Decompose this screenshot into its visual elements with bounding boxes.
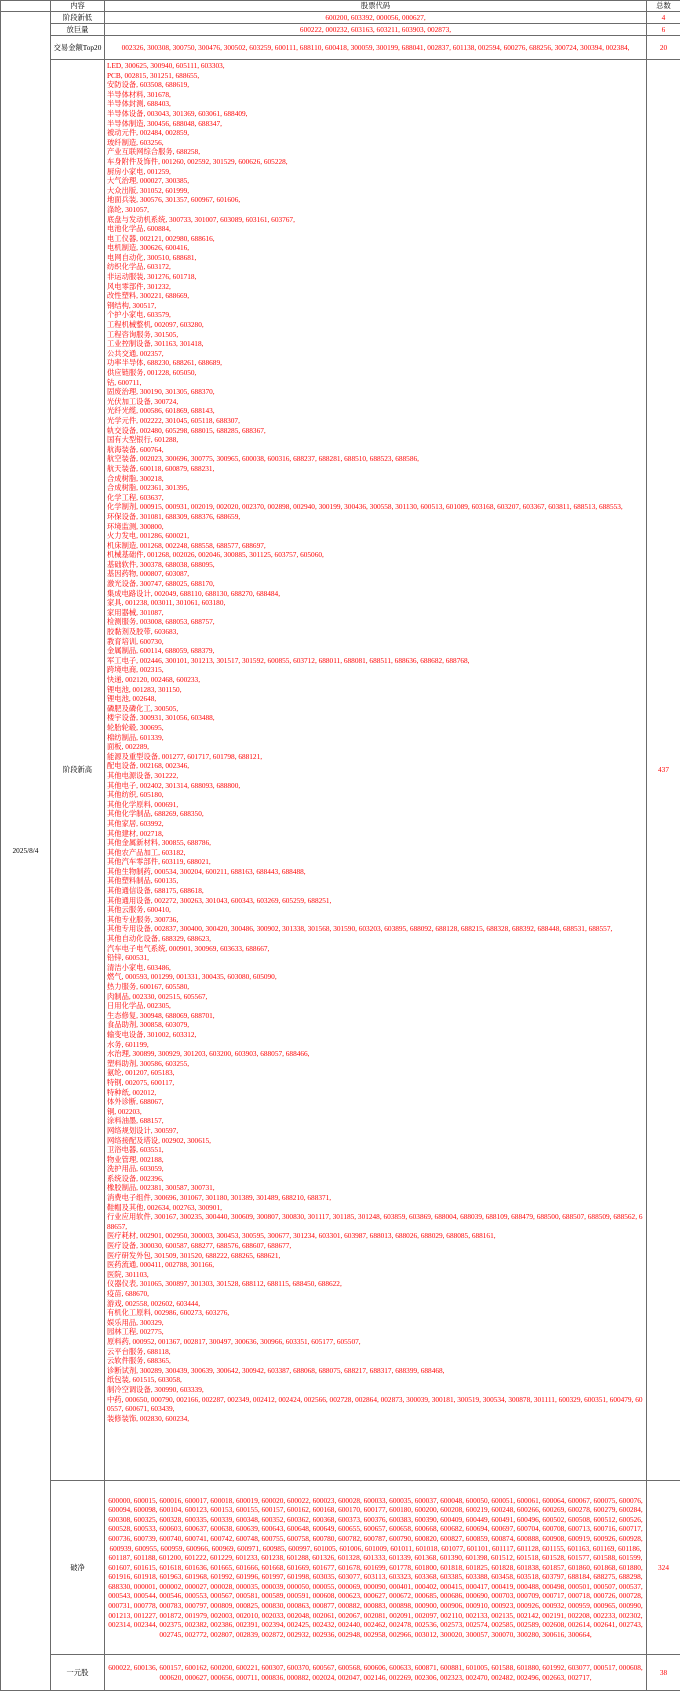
industry-line: 食品助剂, 300858, 603079, <box>107 1020 190 1030</box>
header-total: 总数 <box>647 1 680 12</box>
industry-line: 供应链服务, 001228, 605050, <box>107 368 197 377</box>
industry-line: 锂电池, 002648, <box>107 694 157 704</box>
header-codes: 股票代码 <box>105 1 647 12</box>
industry-line: 医药流通, 000411, 002788, 301166, <box>107 1260 215 1270</box>
industry-line: 网络接配及塔设, 002902, 300615, <box>107 1135 211 1145</box>
total-count: 38 <box>647 1655 680 1691</box>
industry-line: 日用化学品, 002305, <box>107 1001 171 1011</box>
industry-line: 纸包装, 601515, 603058, <box>107 1375 182 1385</box>
industry-line: 有机化工原料, 002986, 600273, 603276, <box>107 1308 230 1318</box>
industry-line: 医疗研发外包, 301509, 301520, 688222, 688265, 688621, <box>107 1250 281 1260</box>
row-label: 阶段新低 <box>51 12 105 24</box>
industry-line: 电网自动化, 300510, 688681, <box>107 252 197 262</box>
codes-cell: 600000, 600015, 600016, 600017, 600018, 600019, 600020, 600022, 600023, 600028, 600033, 600035, 600037, 600048, 600050, 600051, 600061, 600064, 600067, 600075, 600076, 600094, 600098, 600104, 600123, 600153, 600155, 600157, 600162, 600168, 600170, 600177, 600180, 600200, 600208, 600219, 600248, 600266, 600269, 600278, 600279, 600284, 600308, 600325, 600328, 600335, 600339, 600348, 600352, 600362, 600368, 600373, 600376, 600383, 600390, 600409, 600449, 600491, 600496, 600502, 600508, 600512, 600526, 600528, 600533, 600603, 600637, 600638, 600639, 600643, 600648, 600649, 600655, 600657, 600658, 600668, 600682, 600694, 600697, 600704, 600708, 600713, 600716, 600717, 600736, 600739, 600740, 600741, 600742, 600748, 600755, 600758, 600780, 600782, 600787, 600790, 600820, 600827, 600859, 600874, 600888, 600908, 600919, 600926, 600928, 600939, 600955, 600959, 600966, 600969, 600971, 600985, 600997, 601005, 601006, 601009, 601011, 601018, 601077, 601101, 601117, 601128, 601155, 601163, 601169, 601186, 601187, 601188, 601200, 601222, 601229, 601233, 601238, 601288, 601326, 601328, 601333, 601339, 601368, 601390, 601398, 601512, 601518, 601528, 601577, 601588, 601599, 601607, 601615, 601618, 601636, 601665, 601666, 601668, 601669, 601677, 601678, 601699, 601778, 601800, 601818, 601825, 601828, 601838, 601857, 601860, 601868, 601880, 601916, 601918, 601963, 601968, 601992, 601996, 601997, 601998, 603035, 603077, 603113, 603323, 603368, 603385, 603388, 603458, 603518, 603797, 688184, 688275, 688298, 688330, 000001, 000002, 000027, 000028, 000035, 000039, 000050, 000055, 000069, 000090, 000401, 000402, 000415, 000417, 000419, 000488, 000498, 000501, 000507, 000537, 000543, 000544, 000546, 000553, 000567, 000581, 000589, 000591, 000608, 000623, 000627, 000672, 000685, 000686, 000690, 000703, 000709, 000717, 000718, 000726, 000728, 000731, 000778, 000783, 000797, 000809, 000825, 000830, 000863, 000877, 000882, 000883, 000898, 000900, 000906, 000910, 000923, 000926, 000932, 000959, 000965, 000990, 001213, 001227, 001872, 001979, 002003, 002010, 002033, 002048, 002061, 002067, 002081, 002091, 002097, 002110, 002133, 002135, 002142, 002191, 002208, 002233, 002302, 002314, 002344, 002375, 002382, 002386, 002391, 002394, 002425, 002432, 002440, 002462, 002478, 002536, 002573, 002574, 002585, 002589, 002608, 002614, 002641, 002743, 002745, 002772, 002807, 002839, 002872, 002932, 002936, 002948, 002958, 002966, 003012, 300020, 300057, 300070, 300280, 300616, 300664, <box>105 1481 647 1655</box>
industry-line: 娱乐用品, 300329, <box>107 1317 164 1327</box>
industry-line: 功率半导体, 688230, 688261, 688689, <box>107 358 222 368</box>
codes-cell: 600200, 603392, 000056, 000627, <box>105 12 647 24</box>
industry-line: 半导体材料, 301678, <box>107 89 171 99</box>
industry-line: 鞋帽及其他, 002634, 002763, 300901, <box>107 1202 222 1212</box>
industry-line: 其他专业服务, 300736, <box>107 914 179 924</box>
industry-line: 集成电路设计, 002049, 688110, 688130, 688270, 688484, <box>107 588 281 598</box>
industry-line: 楼宇设备, 300931, 301056, 603488, <box>107 713 215 723</box>
industry-line: 火力发电, 001286, 600021, <box>107 531 190 541</box>
header-content: 内容 <box>51 1 105 12</box>
industry-line: 非运动服装, 301276, 601718, <box>107 272 197 282</box>
row-label: 放巨量 <box>51 24 105 36</box>
industry-line: 轨交设备, 002480, 605298, 688015, 688285, 688367, <box>107 425 266 435</box>
industry-line: 面板, 002289, <box>107 742 149 752</box>
industry-line: 被动元件, 002484, 002859, <box>107 128 190 138</box>
industry-line: 其他化学原料, 000691, <box>107 799 179 809</box>
industry-line: 其他纺织, 605180, <box>107 790 164 800</box>
industry-line: 钢结构, 300517, <box>107 300 157 310</box>
industry-line: 其他家居, 603992, <box>107 818 164 828</box>
industry-line: 园林工程, 002775, <box>107 1327 164 1337</box>
industry-line: 厨房小家电, 001259, <box>107 166 171 176</box>
table-row <box>1 1481 680 1655</box>
industry-line: 环境监测, 300800, <box>107 521 164 531</box>
row-label: 一元股 <box>51 1655 105 1691</box>
industry-line: 涤纶, 301057, <box>107 204 149 214</box>
industry-line: 塑料助剂, 300586, 603255, <box>107 1058 190 1068</box>
industry-line: 半导体制造, 300456, 688048, 688347, <box>107 118 222 128</box>
industry-line: 家具, 001238, 003011, 301061, 603180, <box>107 598 226 608</box>
industry-line: 仪器仪表, 301065, 300897, 301303, 301528, 688112, 688115, 688450, 688622, <box>107 1279 342 1289</box>
industry-line: 系统设备, 002396, <box>107 1173 164 1183</box>
industry-line: 航空装备, 002023, 300696, 300775, 300965, 600038, 600316, 688237, 688281, 688510, 688523, 688586, <box>107 454 419 464</box>
industry-line: 生态修复, 300948, 688069, 688701, <box>107 1010 215 1020</box>
industry-line: 轮胎轮毂, 300695, <box>107 722 164 732</box>
industry-line: 其他塑料制品, 600135, <box>107 876 179 886</box>
industry-line: 特钢, 002075, 600117, <box>107 1077 175 1087</box>
industry-line: 清洁小家电, 603486, <box>107 962 171 972</box>
industry-line: 水务, 601199, <box>107 1039 149 1049</box>
industry-line: 家用器械, 301087, <box>107 607 164 617</box>
industry-line: 其他建材, 002718, <box>107 828 164 838</box>
industry-line: LED, 300625, 300940, 605111, 603303, <box>107 61 225 70</box>
industry-line: 水治理, 300899, 300929, 301203, 603200, 603903, 688057, 688466, <box>107 1049 310 1059</box>
header-row <box>1 1 680 12</box>
industry-line: 激光设备, 300747, 688025, 688170, <box>107 579 215 589</box>
industry-line: 光学元件, 002222, 301045, 605118, 688307, <box>107 415 240 425</box>
industry-line: 消费电子组件, 300696, 301067, 301180, 301389, 301489, 688210, 688371, <box>107 1193 332 1203</box>
industry-line: 半导体封测, 688403, <box>107 99 171 109</box>
industry-line: 医院, 301103, <box>107 1269 149 1279</box>
industry-line: 橡胶制品, 002381, 300587, 300731, <box>107 1183 215 1193</box>
industry-line: 其他汽车零部件, 603119, 688021, <box>107 857 211 867</box>
industry-line: 汽车电子电气系统, 000901, 300969, 603633, 688667, <box>107 943 270 953</box>
row-label: 阶段新高 <box>51 60 105 1481</box>
industry-line: 疫苗, 688670, <box>107 1289 149 1298</box>
codes-cell: 002326, 300308, 300750, 300476, 300502, 603259, 600111, 688110, 600418, 300059, 300199, 688041, 002837, 601138, 002594, 600276, 688256, 300724, 300394, 002384, <box>105 36 647 60</box>
industry-line: 网络规划设计, 300597, <box>107 1125 179 1135</box>
row-label: 破净 <box>51 1481 105 1655</box>
industry-line: 洗护用品, 603059, <box>107 1164 164 1174</box>
industry-line: 玻纤制造, 603256, <box>107 137 164 147</box>
industry-line: 公共交通, 002357, <box>107 348 164 358</box>
industry-line: 其他专用设备, 002837, 300400, 300420, 300486, 300902, 301338, 301568, 301590, 603203, 603895, 688092, 688128, 688215, 688328, 688392, 688448, 688531, 688557, <box>107 924 613 934</box>
industry-line: 固废治理, 300190, 301305, 688370, <box>107 387 215 397</box>
industry-line: 其他云服务, 600410, <box>107 905 171 915</box>
industry-line: 特种纸, 002012, <box>107 1087 157 1097</box>
total-count: 4 <box>647 12 680 24</box>
industry-line: 基础软件, 300378, 688038, 688095, <box>107 559 215 569</box>
industry-line: 改性塑料, 300221, 688669, <box>107 291 190 301</box>
industry-line: 铜, 002203, <box>107 1106 142 1116</box>
industry-line: 医疗设备, 300030, 600587, 688277, 688576, 688607, 688677, <box>107 1241 292 1251</box>
industry-line: 快递, 002120, 002468, 600233, <box>107 675 201 684</box>
total-count: 6 <box>647 24 680 36</box>
codes-cell: 600222, 000232, 603163, 603211, 603903, 002873, <box>105 24 647 36</box>
industry-line: 制冷空调设备, 300990, 603339, <box>107 1384 204 1394</box>
industry-line: 电机制造, 300626, 600416, <box>107 243 190 253</box>
industry-line: 纺织化学品, 603172, <box>107 262 171 272</box>
industry-line: 其他电源设备, 301222, <box>107 770 179 780</box>
industry-line: 棉纺制品, 601339, <box>107 732 164 742</box>
industry-line: 检测服务, 003008, 688053, 688757, <box>107 617 215 627</box>
industry-line: 能源及重型设备, 001277, 601717, 601798, 688121, <box>107 751 263 761</box>
industry-line: 工业控制设备, 301163, 301418, <box>107 339 204 349</box>
industry-line: 金属制品, 600114, 688059, 688379, <box>107 646 215 656</box>
industry-line: 磷肥及磷化工, 300505, <box>107 703 179 713</box>
industry-line: 电池化学品, 600884, <box>107 224 171 234</box>
industry-line: 机械基础件, 001268, 002026, 002046, 300885, 301125, 603757, 605060, <box>107 550 324 560</box>
total-count: 437 <box>647 60 680 1481</box>
industry-line: 环保设备, 301081, 688309, 688376, 688659, <box>107 511 241 521</box>
industry-line: 大气治理, 000027, 300385, <box>107 176 190 186</box>
industry-line: 机床制造, 001268, 002248, 688558, 688577, 688697, <box>107 540 266 550</box>
industry-line: 游戏, 002558, 002602, 603444, <box>107 1298 201 1308</box>
industry-line: 安防设备, 603508, 688619, <box>107 80 190 90</box>
industry-line: 其他生物制药, 000534, 300204, 600211, 688163, 688443, 688488, <box>107 866 306 876</box>
industry-line: 原料药, 000952, 001367, 002817, 300497, 300636, 300966, 603351, 605177, 605507, <box>107 1336 361 1346</box>
industry-line: 合成树脂, 002361, 301395, <box>107 483 190 493</box>
industry-line: 胶黏剂及胶带, 603683, <box>107 627 179 637</box>
industry-line: 化学制剂, 000915, 000931, 002019, 002020, 002370, 002898, 002940, 300199, 300436, 300558, 301130, 600513, 601089, 603168, 603207, 603367, 603811, 688513, 688553, <box>107 502 623 512</box>
total-count: 324 <box>647 1481 680 1655</box>
industry-line: 卫浴电器, 603551, <box>107 1145 164 1155</box>
industry-line: 诊断试剂, 300289, 300439, 300639, 300642, 300942, 603387, 688068, 688075, 688217, 688317, 688399, 688468, <box>107 1365 445 1375</box>
row-label: 交易金额Top20 <box>51 36 105 60</box>
industry-line: 钴, 600711, <box>107 377 142 387</box>
industry-line: 地面兵装, 300576, 301357, 600967, 601606, <box>107 195 241 205</box>
codes-cell <box>105 60 647 1481</box>
industry-line: 电工仪器, 002121, 002980, 688616, <box>107 233 215 243</box>
industry-line: 其他电子, 002402, 301314, 688093, 688800, <box>107 780 241 790</box>
industry-line: 锂电池, 001283, 301150, <box>107 684 182 694</box>
industry-line: 产业互联网综合服务, 688258, <box>107 147 201 157</box>
industry-line: 大众出版, 301052, 601999, <box>107 185 190 195</box>
industry-line: 行业应用软件, 300167, 300235, 300440, 300609, 300807, 300830, 301117, 301185, 301248, 603859, 603869, 688004, 688039, 688109, 688479, 688500, 688507, 688509, 688562, 688657, <box>107 1212 643 1231</box>
industry-line: 装修装饰, 002830, 600234, <box>107 1413 190 1423</box>
industry-line: 半导体设备, 003043, 301369, 603061, 688409, <box>107 108 248 118</box>
industry-line: 涂料油墨, 688157, <box>107 1116 164 1126</box>
industry-line: 医疗耗材, 002901, 002950, 300003, 300453, 300595, 300677, 301234, 603301, 603987, 688013, 688026, 688029, 688085, 688161, <box>107 1231 496 1241</box>
industry-line: 铅锌, 600531, <box>107 953 149 963</box>
industry-line: 国有大型银行, 601288, <box>107 435 179 445</box>
industry-line: 云平台服务, 688118, <box>107 1346 171 1356</box>
industry-line: 肉制品, 002330, 002515, 605567, <box>107 991 208 1001</box>
industry-line: 工程机械整机, 002097, 603280, <box>107 320 204 330</box>
industry-line: 工程咨询服务, 301505, <box>107 329 179 339</box>
table-row <box>1 24 680 36</box>
industry-line: 底盘与发动机系统, 300733, 301007, 603089, 603161, 603767, <box>107 214 295 224</box>
industry-line: 其他化学制品, 688269, 688350, <box>107 809 204 819</box>
table-row <box>1 12 680 24</box>
industry-line: 教育培训, 600730, <box>107 636 164 646</box>
industry-line: 个护小家电, 603579, <box>107 310 171 320</box>
date-cell: 2025/8/4 <box>1 12 51 1691</box>
total-count: 20 <box>647 36 680 60</box>
header-date <box>1 1 51 12</box>
industry-line: 燃气, 000593, 001299, 001331, 300435, 603080, 605090, <box>107 972 277 982</box>
industry-line: 军工电子, 002446, 300101, 301213, 301517, 301592, 600855, 603712, 688011, 688081, 688511, 688636, 688682, 688768, <box>107 655 470 665</box>
industry-line: 车身附件及饰件, 001260, 002592, 301529, 600626, 605228, <box>107 156 288 166</box>
industry-line: 其他农产品加工, 603182, <box>107 847 186 857</box>
industry-line: 风电零部件, 301232, <box>107 281 171 291</box>
industry-line: 航天装备, 600118, 600879, 688231, <box>107 463 215 473</box>
industry-line: PCB, 002815, 301251, 688655, <box>107 70 200 80</box>
industry-line: 化学工程, 603637, <box>107 492 164 502</box>
industry-line: 其他通信设备, 688175, 688618, <box>107 886 204 896</box>
industry-line: 其他自动化设备, 688329, 688623, <box>107 934 211 944</box>
industry-line: 光纤光缆, 000586, 601869, 688143, <box>107 406 215 416</box>
codes-cell: 600022, 600136, 600157, 600162, 600200, 600221, 600307, 600370, 600567, 600568, 600606, 600633, 600871, 600881, 601005, 601588, 601880, 601992, 603077, 000517, 000608, 000620, 000627, 000656, 000711, 000836, 000882, 002024, 002047, 002146, 002269, 002306, 002323, 002470, 002482, 002496, 002663, 002717, <box>105 1655 647 1691</box>
table-row <box>1 60 680 1481</box>
industry-line: 云软件服务, 688365, <box>107 1356 171 1366</box>
industry-line: 热力服务, 600167, 605580, <box>107 982 190 991</box>
table-row <box>1 36 680 60</box>
industry-line: 氨纶, 001207, 605183, <box>107 1068 175 1078</box>
industry-line: 中药, 000650, 000790, 002166, 002287, 002349, 002412, 002424, 002566, 002728, 002864, 002873, 300039, 300181, 300519, 300534, 300878, 301111, 600329, 600351, 600479, 600557, 600671, 603439, <box>107 1394 643 1414</box>
industry-line: 基因药物, 000807, 603087, <box>107 569 190 579</box>
industry-line: 光伏加工设备, 300724, <box>107 396 179 406</box>
industry-line: 跨境电商, 002315, <box>107 665 164 675</box>
industry-line: 物业管理, 002188, <box>107 1154 164 1164</box>
industry-line: 配电设备, 002168, 002346, <box>107 761 190 771</box>
industry-line: 航海装备, 600764, <box>107 444 164 454</box>
industry-line: 其他通用设备, 002272, 300263, 301043, 600343, 603269, 605259, 688251, <box>107 895 332 905</box>
table-row <box>1 1655 680 1691</box>
industry-line: 合成树脂, 300218, <box>107 473 164 483</box>
industry-line: 其他金属新材料, 300855, 688786, <box>107 838 211 848</box>
industry-line: 体外诊断, 688067, <box>107 1097 164 1107</box>
industry-line: 输变电设备, 301002, 603312, <box>107 1029 197 1039</box>
